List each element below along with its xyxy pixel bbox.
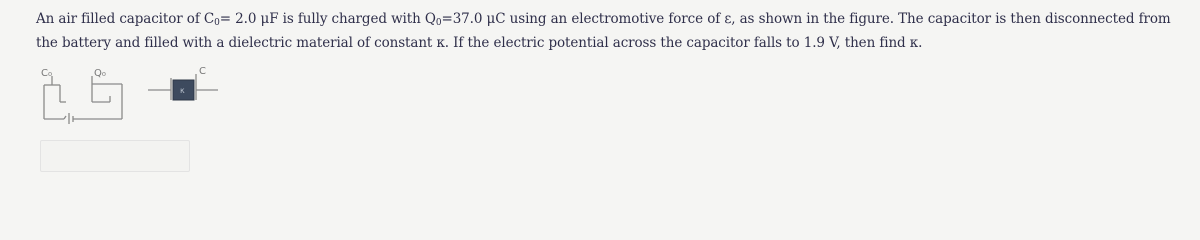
question-text <box>36 9 1186 53</box>
q0-subscript: 0 <box>435 18 442 28</box>
label-kappa: κ <box>180 86 185 95</box>
label-c: C <box>199 66 206 77</box>
question-part-1: An air filled capacitor of C <box>36 11 215 27</box>
question-part-3: =37.0 μC using an electromotive force of ε, as shown in the figure. The capacitor is then disconnected from the battery and filled with a dielectric material of constant κ. If the electric potential across the capacitor falls to 1.9 V, then find κ. <box>36 11 1171 51</box>
label-c0: C₀ <box>41 68 52 79</box>
question-part-2: = 2.0 μF is fully charged with Q <box>219 11 436 27</box>
label-q0: Q₀ <box>94 68 106 79</box>
charged-capacitor <box>92 76 122 102</box>
answer-input[interactable] <box>40 140 190 172</box>
circuit-diagram <box>36 62 236 132</box>
c0-subscript: 0 <box>214 18 220 28</box>
circuit-figure <box>36 62 236 132</box>
